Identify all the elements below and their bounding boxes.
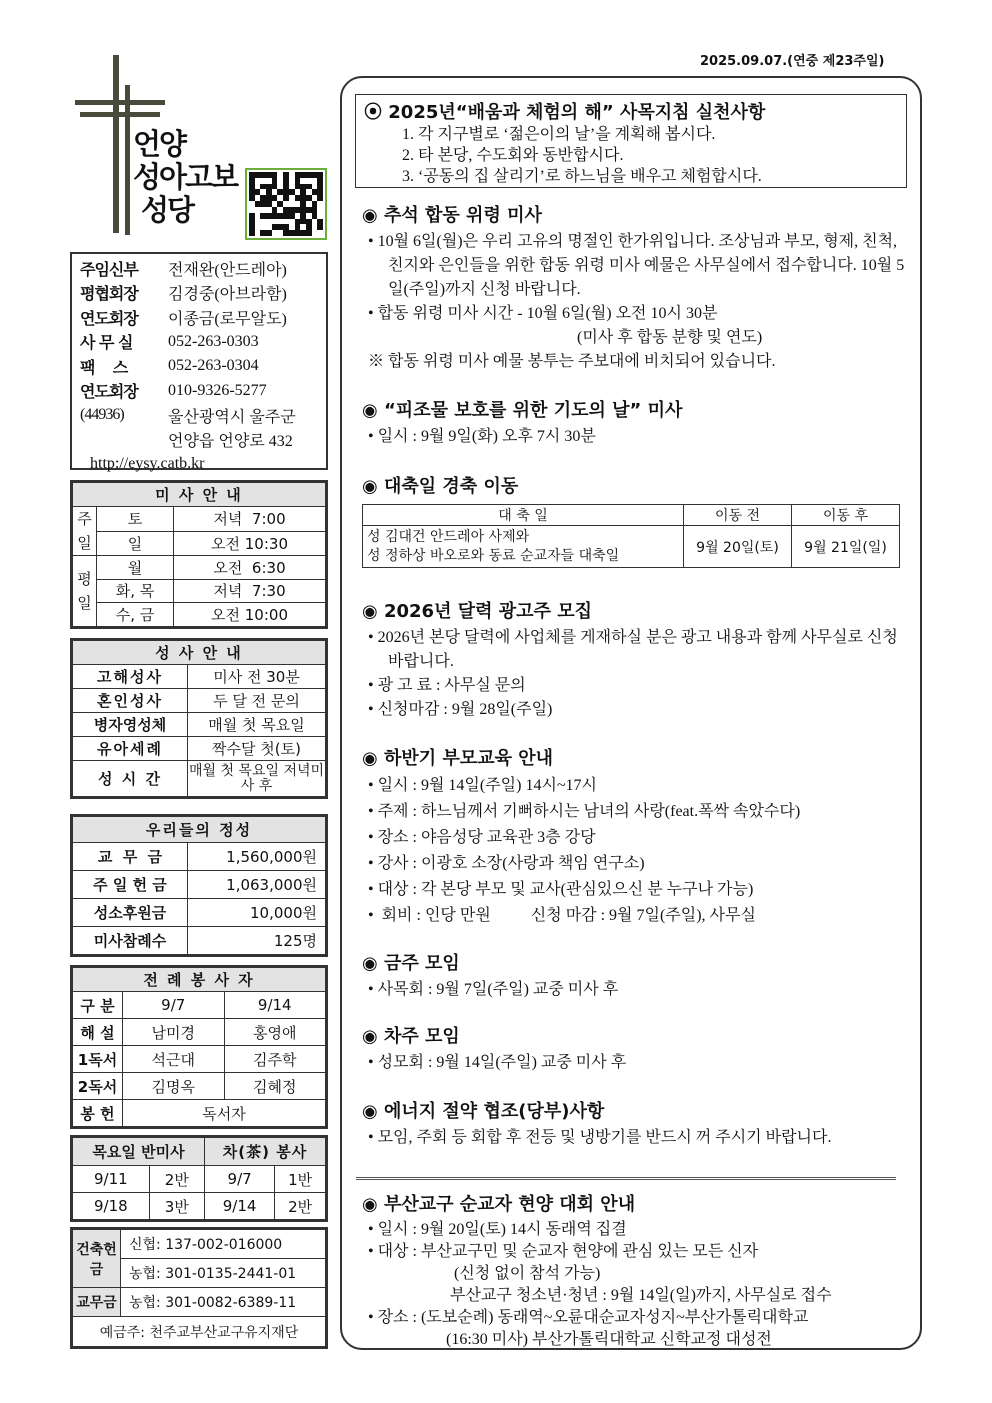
bullet: (신청 없이 참석 가능) [454, 1265, 601, 1282]
bullet: • 강사 : 이광호 소장(사랑과 책임 연구소) [368, 855, 645, 872]
section-energy-saving [362, 1097, 882, 1150]
info-value: 전재완(안드레아) [168, 261, 287, 279]
bank-accounts [70, 1227, 328, 1349]
parish-logo [133, 128, 237, 227]
offering-title: 우리들의 정성 [73, 817, 326, 843]
servers-name: 김혜정 [224, 1073, 326, 1100]
mass-day: 토 [97, 507, 174, 532]
feast-head: 이동 전 [684, 505, 792, 526]
section-title: ◉ 에너지 절약 협조(당부)사항 [362, 1101, 605, 1122]
sacrament-info [70, 638, 328, 799]
schedule-group: 1반 [275, 1166, 326, 1193]
mass-day: 수, 금 [97, 603, 174, 627]
section-martyrs-rally [362, 1190, 912, 1351]
qr-code-icon[interactable] [245, 168, 327, 240]
servers-role: 1독서 [73, 1046, 123, 1073]
section-feast-transfer [362, 472, 912, 568]
info-value: 052-263-0304 [168, 357, 259, 375]
bulletin-date: 2025.09.07.(연중 제23주일) [700, 54, 885, 69]
mass-day: 월 [97, 556, 174, 580]
info-value: 김경중(아브라함) [168, 286, 287, 304]
mass-time: 저녁 7:00 [174, 507, 326, 532]
cross-bar-2 [80, 112, 160, 117]
bullet: • 2026년 본당 달력에 사업체를 게재하실 분은 광고 내용과 함께 사무실로 신청 바랍니다. [368, 629, 898, 670]
schedule-group: 2반 [275, 1193, 326, 1220]
info-key: 팩 스 [80, 357, 128, 377]
sacrament-name: 혼인성사 [73, 689, 188, 713]
schedule-group: 2반 [149, 1166, 204, 1193]
info-key: 사 무 실 [80, 333, 133, 353]
schedule-date: 9/14 [204, 1193, 274, 1220]
guideline-item: 2. 타 본당, 수도회와 동반합시다. [402, 147, 624, 164]
account-number: 신협: 137-002-016000 [121, 1230, 326, 1259]
cross-icon-inner [125, 85, 130, 235]
section-title: ◉ 2026년 달력 광고주 모집 [362, 601, 592, 622]
bullet: • 일시 : 9월 20일(토) 14시 동래역 집결 [368, 1221, 627, 1238]
info-value: 언양읍 언양로 432 [168, 433, 293, 451]
account-holder: 예금주: 천주교부산교구유지재단 [73, 1317, 326, 1347]
website-link[interactable]: http://eysy.catb.kr [90, 455, 205, 473]
section-title: ◉ 대축일 경축 이동 [362, 476, 519, 497]
servers-role: 해 설 [73, 1019, 123, 1046]
mass-time: 오전 6:30 [174, 556, 326, 580]
offering-name: 교 무 금 [73, 843, 188, 871]
offering-value: 10,000원 [188, 899, 326, 927]
info-key: 연도회장 [80, 308, 138, 328]
bullet: • 광 고 료 : 사무실 문의 [368, 677, 526, 694]
section-title: ◉ 차주 모임 [362, 1026, 460, 1047]
cross-bar [75, 100, 165, 105]
parish-info [70, 252, 328, 473]
servers-name: 석근대 [123, 1046, 225, 1073]
bullet: 부산교구 청소년·청년 : 9월 14일(일)까지, 사무실로 접수 [450, 1287, 832, 1304]
offering-name: 성소후원금 [73, 899, 188, 927]
servers-role: 2독서 [73, 1073, 123, 1100]
servers-name: 김명옥 [123, 1073, 225, 1100]
servers-role: 봉 헌 [73, 1100, 123, 1127]
section-calendar-ads [362, 597, 912, 722]
sacrament-name: 병자영성체 [73, 713, 188, 737]
guideline-item: 1. 각 지구별로 ‘젊은이의 날’을 계획해 봅시다. [402, 126, 716, 143]
mass-time: 오전 10:00 [174, 603, 326, 627]
offering-value: 1,063,000원 [188, 871, 326, 899]
education-fund-label: 교무금 [73, 1288, 121, 1317]
info-value: 울산광역시 울주군 [168, 408, 296, 426]
sacrament-name: 고해성사 [73, 665, 188, 689]
info-key: 평협회장 [80, 284, 138, 304]
feast-before: 9월 20일(토) [684, 526, 792, 568]
building-fund-label: 건축헌금 [73, 1230, 121, 1288]
sacrament-name: 유아세례 [73, 737, 188, 761]
liturgy-servers [70, 965, 328, 1129]
sacrament-value: 매월 첫 목요일 [188, 713, 326, 737]
bullet: • 일시 : 9월 9일(화) 오후 7시 30분 [368, 428, 596, 445]
thursday-title: 목요일 반미사 [73, 1138, 205, 1166]
guideline-item: 3. ‘공동의 집 살리기’로 하느님을 배우고 체험합시다. [402, 168, 762, 185]
bullet: ※ 합동 위령 미사 예물 봉투는 주보대에 비치되어 있습니다. [368, 353, 776, 370]
feast-head: 대 축 일 [363, 505, 684, 526]
info-key: 주임신부 [80, 259, 138, 279]
section-chuseok-mass [362, 201, 912, 374]
account-number: 농협: 301-0135-2441-01 [121, 1259, 326, 1288]
bullet: • 합동 위령 미사 시간 - 10월 6일(월) 오전 10시 30분 [368, 305, 718, 322]
schedule-date: 9/18 [73, 1193, 150, 1220]
section-title: ◉ 추석 합동 위령 미사 [362, 205, 542, 226]
bullet: • 모임, 주회 등 회합 후 전등 및 냉방기를 반드시 꺼 주시기 바랍니다. [368, 1129, 832, 1146]
bullet: • 주제 : 하느님께서 기뻐하시는 남녀의 사랑(feat.폭싹 속았수다) [368, 803, 801, 820]
section-title: ◉ 금주 모임 [362, 953, 460, 974]
pastoral-guideline [355, 94, 907, 188]
schedule-date: 9/7 [204, 1166, 274, 1193]
sacrament-value: 짝수달 첫(토) [188, 737, 326, 761]
servers-name: 남미경 [123, 1019, 225, 1046]
schedule-date: 9/11 [73, 1166, 150, 1193]
schedule-group: 3반 [149, 1193, 204, 1220]
mass-time: 저녁 7:30 [174, 579, 326, 603]
mass-time: 오전 10:30 [174, 531, 326, 556]
bullet: • 회비 : 인당 만원 신청 마감 : 9월 7일(주일), 사무실 [368, 907, 756, 924]
servers-title: 전 례 봉 사 자 [73, 968, 326, 992]
logo-line-2: 성아고보 [133, 160, 238, 194]
feast-name: 성 정하상 바오로와 동료 순교자들 대축일 [367, 547, 620, 564]
bullet: • 신청마감 : 9월 28일(주일) [368, 701, 553, 718]
guideline-title: ⦿ 2025년“배움과 체험의 해” 사목지침 실천사항 [364, 102, 766, 123]
bullet: • 대상 : 부산교구민 및 순교자 현양에 관심 있는 모든 신자 [368, 1243, 759, 1260]
bullet: • 대상 : 각 본당 부모 및 교사(관심있으신 분 누구나 가능) [368, 881, 754, 898]
offering-value: 1,560,000원 [188, 843, 326, 871]
bullet: • 성모회 : 9월 14일(주일) 교중 미사 후 [368, 1054, 627, 1071]
mass-title: 미 사 안 내 [73, 483, 326, 507]
bullet: • 10월 6일(월)은 우리 고유의 명절인 한가위입니다. 조상님과 부모, 형제, 친척, 친지와 은인들을 위한 합동 위령 미사 예물은 사무실에서 접수합니다. 10월 5일(주일)까지 신청 바랍니다. [368, 233, 905, 298]
offering-name: 미사참례수 [73, 927, 188, 955]
bullet: • 장소 : 야음성당 교육관 3층 강당 [368, 829, 596, 846]
offering-name: 주 일 헌 금 [73, 871, 188, 899]
sacrament-value: 매월 첫 목요일 저녁미사 후 [188, 761, 326, 797]
bullet: • 장소 : (도보순례) 동래역~오륜대순교자성지~부산가톨릭대학교 [368, 1309, 809, 1326]
sunday-label: 주일 [73, 507, 97, 556]
sacrament-value: 미사 전 30분 [188, 665, 326, 689]
servers-head: 구 분 [73, 992, 123, 1019]
sacrament-name: 성 시 간 [73, 761, 188, 797]
bullet: • 일시 : 9월 14일(주일) 14시~17시 [368, 777, 598, 794]
info-key: (44936) [80, 406, 124, 424]
weekday-label: 평일 [73, 556, 97, 627]
mass-day: 일 [97, 531, 174, 556]
section-parent-education [362, 744, 912, 929]
section-title: ◉ 하반기 부모교육 안내 [362, 748, 553, 769]
section-title: ◉ “피조물 보호를 위한 기도의 날” 미사 [362, 400, 683, 421]
section-next-week-meeting [362, 1022, 912, 1075]
offering-value: 125명 [188, 927, 326, 955]
tea-title: 차(茶) 봉사 [204, 1138, 325, 1166]
section-this-week-meeting [362, 949, 912, 1002]
servers-name: 독서자 [123, 1100, 326, 1127]
servers-name: 김주학 [224, 1046, 326, 1073]
bullet: • 사목회 : 9월 7일(주일) 교중 미사 후 [368, 981, 619, 998]
offering-box [70, 814, 328, 957]
feast-name: 성 김대건 안드레아 사제와 [367, 528, 530, 545]
servers-head: 9/14 [224, 992, 326, 1019]
mass-day: 화, 목 [97, 579, 174, 603]
thursday-tea-schedule [70, 1135, 328, 1222]
sacrament-value: 두 달 전 문의 [188, 689, 326, 713]
divider [356, 1177, 896, 1180]
logo-line-1: 언양 [133, 127, 186, 161]
section-creation-prayer [362, 396, 912, 449]
bullet: (미사 후 합동 분향 및 연도) [577, 329, 763, 346]
info-value: 052-263-0303 [168, 332, 259, 350]
info-key: 연도회장 [80, 382, 138, 402]
bullet: (16:30 미사) 부산가톨릭대학교 신학교정 대성전 [446, 1331, 772, 1348]
sacrament-title: 성 사 안 내 [73, 641, 326, 665]
servers-name: 홍영애 [224, 1019, 326, 1046]
section-title: ◉ 부산교구 순교자 현양 대회 안내 [362, 1194, 636, 1215]
logo-line-3: 성당 [141, 193, 194, 227]
info-value: 이종금(로무알도) [168, 310, 287, 328]
account-number: 농협: 301-0082-6389-11 [121, 1288, 326, 1317]
cross-icon [113, 55, 119, 233]
info-value: 010-9326-5277 [168, 381, 267, 399]
servers-head: 9/7 [123, 992, 225, 1019]
feast-head: 이동 후 [792, 505, 900, 526]
feast-after: 9월 21일(일) [792, 526, 900, 568]
mass-schedule [70, 480, 328, 629]
